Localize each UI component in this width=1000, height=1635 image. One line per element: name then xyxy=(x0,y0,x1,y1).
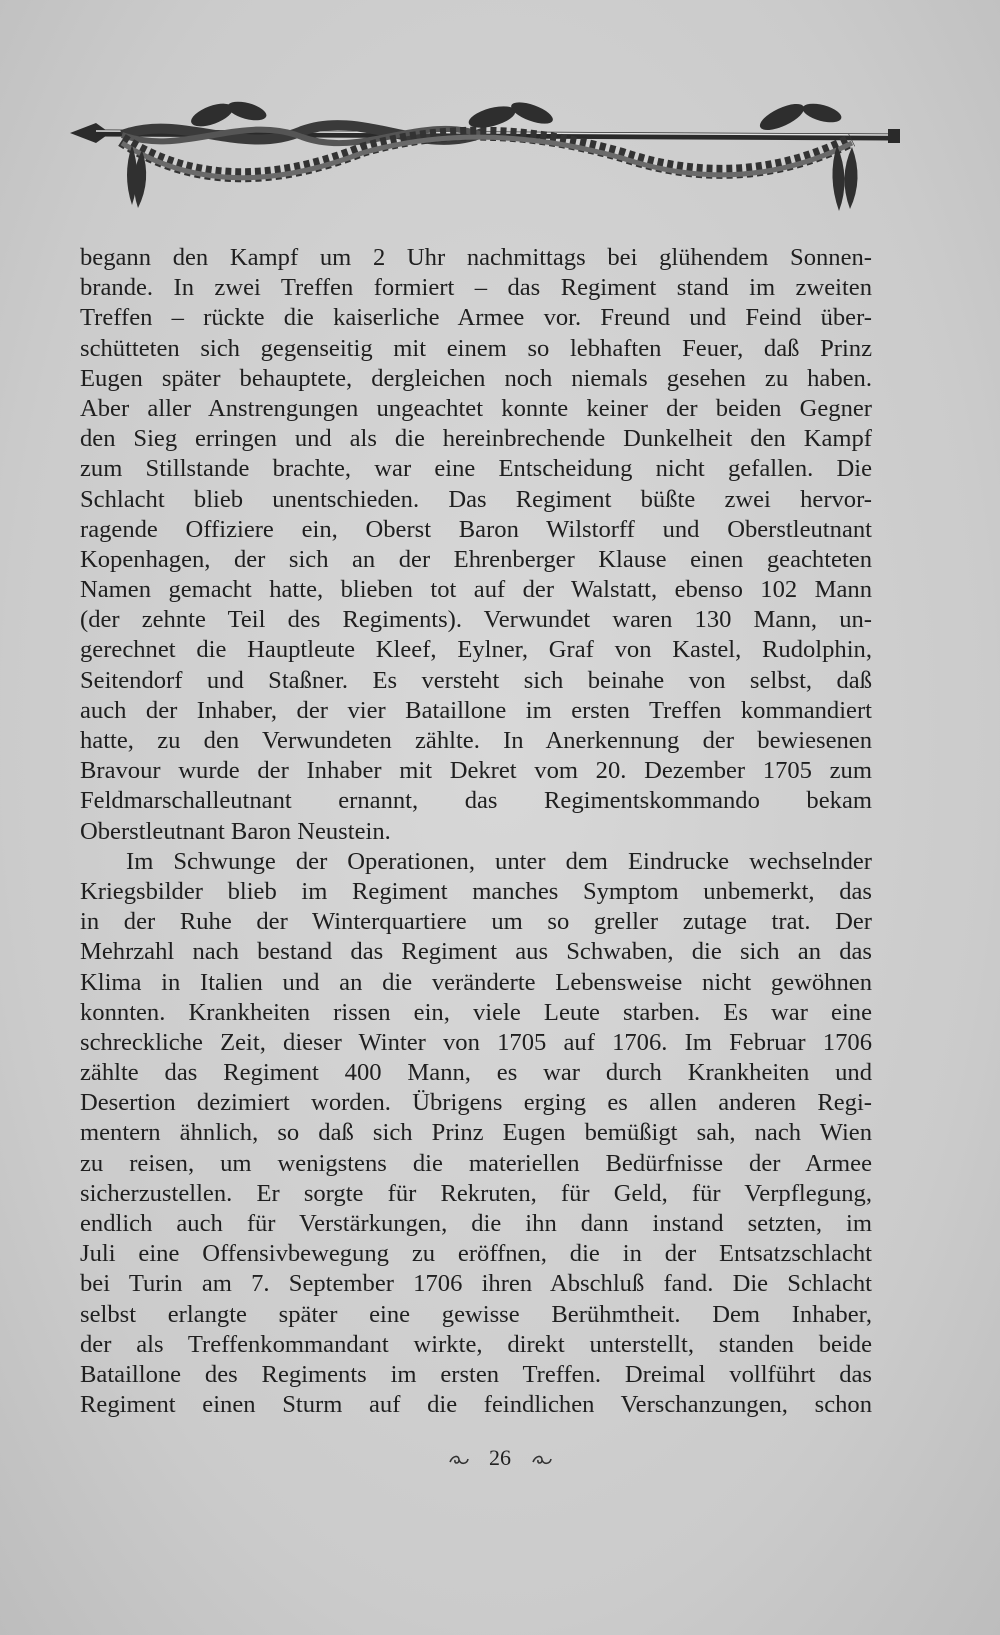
text-line: Im Schwunge der Operationen, unter dem Eindrucke wechselnder xyxy=(126,847,872,875)
text-line: sicherzustellen. Er sorgte für Rekruten, für Geld, für Verpflegung, xyxy=(80,1179,872,1207)
text-line: auch der Inhaber, der vier Bataillone im ersten Treffen kommandiert xyxy=(80,696,872,724)
text-line: Schlacht blieb unentschieden. Das Regiment büßte zwei hervor- xyxy=(80,485,872,513)
text-line: Aber aller Anstrengungen ungeachtet konnte keiner der beiden Gegner xyxy=(80,394,872,422)
text-line: Kopenhagen, der sich an der Ehrenberger Klause einen geachteten xyxy=(80,545,872,573)
text-line: Klima in Italien und an die veränderte Lebensweise nicht gewöhnen xyxy=(80,968,872,996)
body-text xyxy=(80,243,872,1420)
text-line: Eugen später behauptete, dergleichen noch niemals gesehen zu haben. xyxy=(80,364,872,392)
text-line: Treffen – rückte die kaiserliche Armee vor. Freund und Feind über- xyxy=(80,304,872,332)
text-line: (der zehnte Teil des Regiments). Verwundet waren 130 Mann, un- xyxy=(80,606,872,634)
text-line: Kriegsbilder blieb im Regiment manches Symptom unbemerkt, das xyxy=(80,877,872,905)
text-line: bei Turin am 7. September 1706 ihren Abschluß fand. Die Schlacht xyxy=(80,1270,872,1298)
text-line: der als Treffenkommandant wirkte, direkt unterstellt, standen beide xyxy=(80,1330,872,1358)
right-scroll-ornament-icon xyxy=(531,1453,553,1467)
text-line: Regiment einen Sturm auf die feindlichen Verschanzungen, schon xyxy=(80,1391,872,1419)
text-line: schreckliche Zeit, dieser Winter von 1705 auf 1706. Im Februar 1706 xyxy=(80,1028,872,1056)
text-line: ragende Offiziere ein, Oberst Baron Wilstorff und Oberstleutnant xyxy=(80,515,872,543)
text-line: zu reisen, um wenigstens die materiellen Bedürfnisse der Armee xyxy=(80,1149,872,1177)
text-line: Feldmarschalleutnant ernannt, das Regimentskommando bekam xyxy=(80,787,872,815)
text-line: selbst erlangte später eine gewisse Berühmtheit. Dem Inhaber, xyxy=(80,1300,872,1328)
text-line: zählte das Regiment 400 Mann, es war durch Krankheiten und xyxy=(80,1059,872,1087)
text-line: Bataillone des Regiments im ersten Treffen. Dreimal vollführt das xyxy=(80,1360,872,1388)
text-line: Bravour wurde der Inhaber mit Dekret vom 20. Dezember 1705 zum xyxy=(80,757,872,785)
text-line: brande. In zwei Treffen formiert – das Regiment stand im zweiten xyxy=(80,274,872,302)
text-line: begann den Kampf um 2 Uhr nachmittags bei glühendem Sonnen- xyxy=(80,244,872,271)
left-scroll-ornament-icon xyxy=(448,1453,470,1467)
text-line: hatte, zu den Verwundeten zählte. In Anerkennung der bewiesenen xyxy=(80,727,872,754)
text-line: konnten. Krankheiten rissen ein, viele Leute starben. Es war eine xyxy=(80,998,872,1026)
text-line: Namen gemacht hatte, blieben tot auf der Walstatt, ebenso 102 Mann xyxy=(80,576,872,604)
page-number: 26 xyxy=(489,1445,511,1470)
text-line: den Sieg erringen und als die hereinbrechende Dunkelheit den Kampf xyxy=(80,425,872,453)
text-line: Mehrzahl nach bestand das Regiment aus Schwaben, die sich an das xyxy=(80,938,872,966)
laurel-garland-ornament xyxy=(62,95,902,225)
text-line: schütteten sich gegenseitig mit einem so lebhaften Feuer, daß Prinz xyxy=(80,334,872,362)
text-line: mentern ähnlich, so daß sich Prinz Eugen bemüßigt sah, nach Wien xyxy=(80,1119,872,1147)
text-line: zum Stillstande brachte, war eine Entscheidung nicht gefallen. Die xyxy=(80,455,872,483)
text-line: Desertion dezimiert worden. Übrigens erging es allen anderen Regi- xyxy=(80,1089,872,1117)
text-line: endlich auch für Verstärkungen, die ihn dann instand setzten, im xyxy=(80,1210,872,1237)
text-line: Oberstleutnant Baron Neustein. xyxy=(80,817,391,845)
text-line: Seitendorf und Staßner. Es versteht sich beinahe von selbst, daß xyxy=(80,666,872,694)
page-footer xyxy=(0,1445,1000,1471)
text-line: gerechnet die Hauptleute Kleef, Eylner, Graf von Kastel, Rudolphin, xyxy=(80,636,872,664)
text-line: Juli eine Offensivbewegung zu eröffnen, die in der Entsatzschlacht xyxy=(80,1240,872,1268)
text-line: in der Ruhe der Winterquartiere um so greller zutage trat. Der xyxy=(80,908,872,936)
